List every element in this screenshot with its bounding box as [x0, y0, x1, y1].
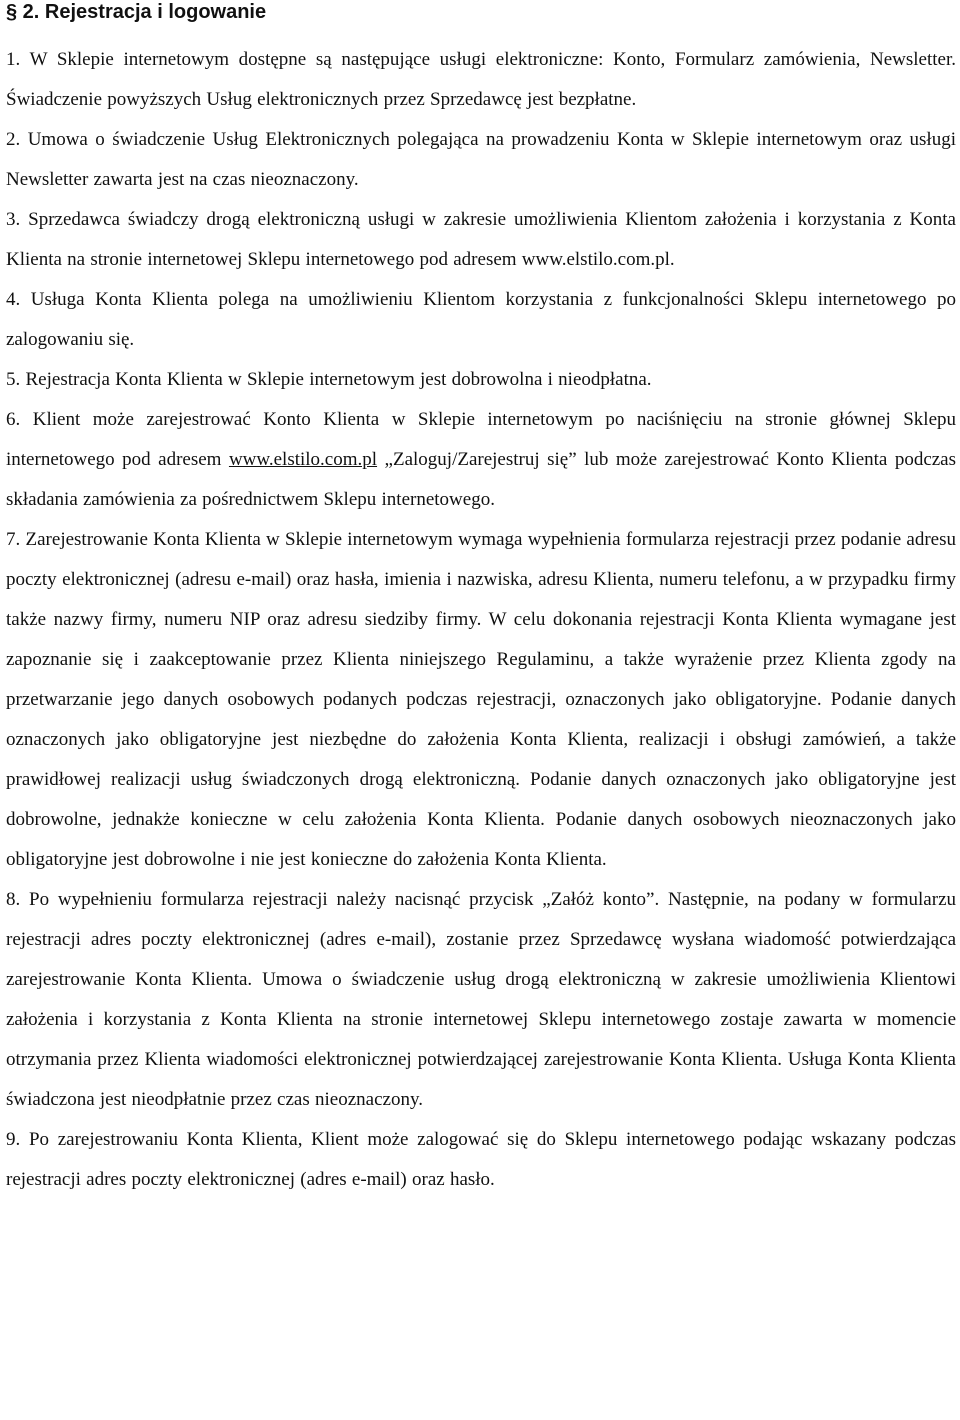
paragraph-4: 4. Usługa Konta Klienta polega na umożliwieniu Klientom korzystania z funkcjonalności Sklepu internetowego po zalogowaniu się.: [6, 289, 956, 350]
paragraph-7: 7. Zarejestrowanie Konta Klienta w Sklepie internetowym wymaga wypełnienia formularza rejestracji przez podanie adresu poczty elektronicznej (adresu e-mail) oraz hasła, imienia i nazwiska, adresu Klienta, numeru telefonu, a w przypadku firmy także nazwy firmy, numeru NIP oraz adresu siedziby firmy. W celu dokonania rejestracji Konta Klienta wymagane jest zapoznanie się i zaakceptowanie przez Klienta niniejszego Regulaminu, a także wyrażenie przez Klienta zgody na przetwarzanie jego danych osobowych podanych podczas rejestracji, oznaczonych jako obligatoryjne. Podanie danych oznaczonych jako obligatoryjne jest niezbędne do założenia Konta Klienta, realizacji i obsługi zamówień, a także prawidłowej realizacji usług świadczonych drogą elektroniczną. Podanie danych oznaczonych jako obligatoryjne jest dobrowolne, jednakże konieczne w celu założenia Konta Klienta. Podanie danych osobowych nieoznaczonych jako obligatoryjne jest dobrowolne i nie jest konieczne do założenia Konta Klienta.: [6, 529, 956, 870]
paragraph-6-text-after: „Zaloguj/Zarejestruj się” lub może zarejestrować Konto Klienta podczas składania zamówienia za pośrednictwem Sklepu internetowego.: [6, 449, 957, 510]
paragraph-2: 2. Umowa o świadczenie Usług Elektronicznych polegająca na prowadzeniu Konta w Sklepie internetowym oraz usługi Newsletter zawarta jest na czas nieoznaczony.: [6, 129, 956, 190]
paragraph-9: 9. Po zarejestrowaniu Konta Klienta, Klient może zalogować się do Sklepu internetowego podając wskazany podczas rejestracji adres poczty elektronicznej (adres e-mail) oraz hasło.: [6, 1129, 956, 1190]
paragraph-8: 8. Po wypełnieniu formularza rejestracji należy nacisnąć przycisk „Załóż konto”. Następnie, na podany w formularzu rejestracji adres poczty elektronicznej (adres e-mail), zostanie przez Sprzedawcę wysłana wiadomość potwierdzająca zarejestrowanie Konta Klienta. Umowa o świadczenie usług drogą elektroniczną w zakresie umożliwienia Klientowi założenia i korzystania z Konta Klienta na stronie internetowej Sklepu internetowego zostaje zawarta w momencie otrzymania przez Klienta wiadomości elektronicznej potwierdzającej zarejestrowanie Konta Klienta. Usługa Konta Klienta świadczona jest nieodpłatnie przez czas nieoznaczony.: [6, 889, 956, 1110]
paragraph-5: 5. Rejestracja Konta Klienta w Sklepie internetowym jest dobrowolna i nieodpłatna.: [6, 369, 652, 390]
paragraph-1: 1. W Sklepie internetowym dostępne są następujące usługi elektroniczne: Konto, Formularz zamówienia, Newsletter. Świadczenie powyższych Usług elektronicznych przez Sprzedawcę jest bezpłatne.: [6, 49, 956, 110]
paragraph-6: [6, 400, 956, 520]
paragraph-6-text-before: 6. Klient może zarejestrować Konto Klienta w Sklepie internetowym po naciśnięciu na stronie głównej Sklepu internetowego pod adresem: [6, 409, 956, 470]
section-heading: § 2. Rejestracja i logowanie: [6, 1, 267, 23]
shop-url-link[interactable]: www.elstilo.com.pl: [228, 449, 378, 470]
paragraph-3: 3. Sprzedawca świadczy drogą elektroniczną usługi w zakresie umożliwienia Klientom założenia i korzystania z Konta Klienta na stronie internetowej Sklepu internetowego pod adresem www.elstilo.com.pl.: [6, 209, 956, 270]
